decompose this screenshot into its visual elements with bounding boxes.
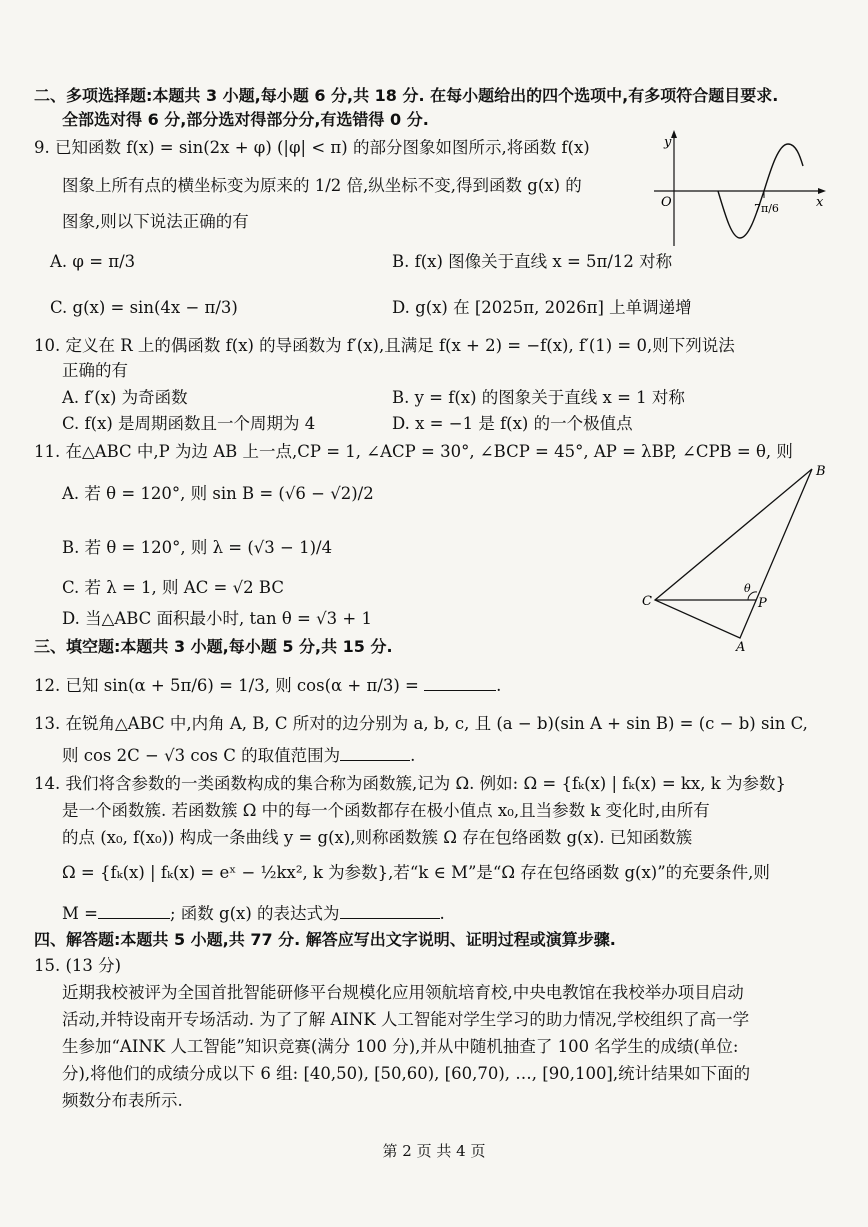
q15-title: 15. (13 分) [34,956,122,975]
q12-text: 12. 已知 sin(α + 5π/6) = 1/3, 则 cos(α + π/3) = [34,676,419,695]
q14-stem-line1: 14. 我们将含参数的一类函数构成的集合称为函数簇,记为 Ω. 例如: Ω = {fₖ(x) | fₖ(x) = kx, k 为参数} [34,774,786,793]
section4-header: 四、解答题:本题共 5 小题,共 77 分. 解答应写出文字说明、证明过程或演算步骤. [34,930,616,949]
q11-label-a: A [736,640,746,655]
q15-paragraph-line1: 近期我校被评为全国首批智能研修平台规模化应用领航培育校,中央电教馆在我校举办项目启动 [62,983,744,1002]
q11-stem: 11. 在△ABC 中,P 为边 AB 上一点,CP = 1, ∠ACP = 30°, ∠BCP = 45°, AP = λBP, ∠CPB = θ, 则 [34,442,793,461]
q13-text: 则 cos 2C − √3 cos C 的取值范围为 [62,746,341,765]
q11-label-theta: θ [744,582,751,595]
q9-sine-graph [650,128,830,253]
q9-stem-line2: 图象上所有点的横坐标变为原来的 1/2 倍,纵坐标不变,得到函数 g(x) 的 [62,176,582,195]
q14-m-label: M = [62,904,98,923]
q9-option-b: B. f(x) 图像关于直线 x = 5π/12 对称 [392,252,673,271]
q9-option-a: A. φ = π/3 [50,252,136,271]
q10-option-b: B. y = f(x) 的图象关于直线 x = 1 对称 [392,388,685,407]
q13-stem-line1: 13. 在锐角△ABC 中,内角 A, B, C 所对的边分别为 a, b, c, 且 (a − b)(sin A + sin B) = (c − b) sin C, [34,714,808,733]
q9-stem-line1: 9. 已知函数 f(x) = sin(2x + φ) (|φ| < π) 的部分图象如图所示,将函数 f(x) [34,138,590,157]
q13-stem-line2: 则 cos 2C − √3 cos C 的取值范围为 . [62,746,416,765]
q10-stem-line2: 正确的有 [62,361,128,380]
q11-label-c: C [642,594,652,609]
q11-label-b: B [816,464,826,479]
q10-option-d: D. x = −1 是 f(x) 的一个极值点 [392,414,633,433]
q14-stem-line5: M = ; 函数 g(x) 的表达式为 . [62,904,445,923]
q10-stem-line1: 10. 定义在 R 上的偶函数 f(x) 的导函数为 f′(x),且满足 f(x + 2) = −f(x), f′(1) = 0,则下列说法 [34,336,735,355]
section3-header: 三、填空题:本题共 3 小题,每小题 5 分,共 15 分. [34,637,393,656]
q14-g-label: ; 函数 g(x) 的表达式为 [169,904,340,923]
q11-triangle-sides [655,469,812,638]
q14-g-answer-blank [340,904,440,919]
q9-origin-label: O [661,195,672,210]
q11-option-b: B. 若 θ = 120°, 则 λ = (√3 − 1)/4 [62,538,333,557]
q15-paragraph-line4: 分),将他们的成绩分成以下 6 组: [40,50), [50,60), [60,70), …, [90,100],统计结果如下面的 [62,1064,751,1083]
q11-option-a: A. 若 θ = 120°, 则 sin B = (√6 − √2)/2 [62,484,374,503]
q15-paragraph-line2: 活动,并特设南开专场活动. 为了了解 AINK 人工智能对学生学习的助力情况,学校组织了高一学 [62,1010,750,1029]
q10-option-c: C. f(x) 是周期函数且一个周期为 4 [62,414,316,433]
q9-stem-line3: 图象,则以下说法正确的有 [62,212,249,231]
q9-option-d: D. g(x) 在 [2025π, 2026π] 上单调递增 [392,298,692,317]
q14-stem-line3: 的点 (x₀, f(x₀)) 构成一条曲线 y = g(x),则称函数簇 Ω 存在包络函数 g(x). 已知函数簇 [62,828,693,847]
section2-header-line1: 二、多项选择题:本题共 3 小题,每小题 6 分,共 18 分. 在每小题给出的四个选项中,有多项符合题目要求. [34,86,779,105]
q12-answer-blank [424,676,496,691]
q11-option-c: C. 若 λ = 1, 则 AC = √2 BC [62,578,284,597]
q14-stem-line2: 是一个函数簇. 若函数簇 Ω 中的每一个函数都存在极小值点 x₀,且当参数 k 变化时,由所有 [62,801,710,820]
q9-option-c: C. g(x) = sin(4x − π/3) [50,298,238,317]
q14-m-answer-blank [98,904,170,919]
q11-option-d: D. 当△ABC 面积最小时, tan θ = √3 + 1 [62,609,372,628]
q9-x-arrow [818,188,826,194]
q9-y-arrow [671,130,677,138]
q15-paragraph-line3: 生参加“AINK 人工智能”知识竞赛(满分 100 分),并从中随机抽查了 100 名学生的成绩(单位: [62,1037,739,1056]
section2-header-line2: 全部选对得 6 分,部分选对得部分分,有选错得 0 分. [62,110,429,129]
q14-stem-line4: Ω = {fₖ(x) | fₖ(x) = eˣ − ½kx², k 为参数},若“k ∈ M”是“Ω 存在包络函数 g(x)”的充要条件,则 [62,863,770,882]
q9-x-label: x [816,195,824,210]
q11-triangle-figure [630,455,830,655]
q13-answer-blank [340,746,410,761]
q9-y-label: y [664,135,672,150]
page-footer: 第 2 页 共 4 页 [382,1142,486,1160]
q15-paragraph-line5: 频数分布表所示. [62,1091,183,1110]
q9-tick-label: 7π/6 [754,202,779,215]
q10-option-a: A. f′(x) 为奇函数 [62,388,188,407]
q11-label-p: P [758,596,767,611]
q12-stem: 12. 已知 sin(α + 5π/6) = 1/3, 则 cos(α + π/3) = . [34,676,502,695]
